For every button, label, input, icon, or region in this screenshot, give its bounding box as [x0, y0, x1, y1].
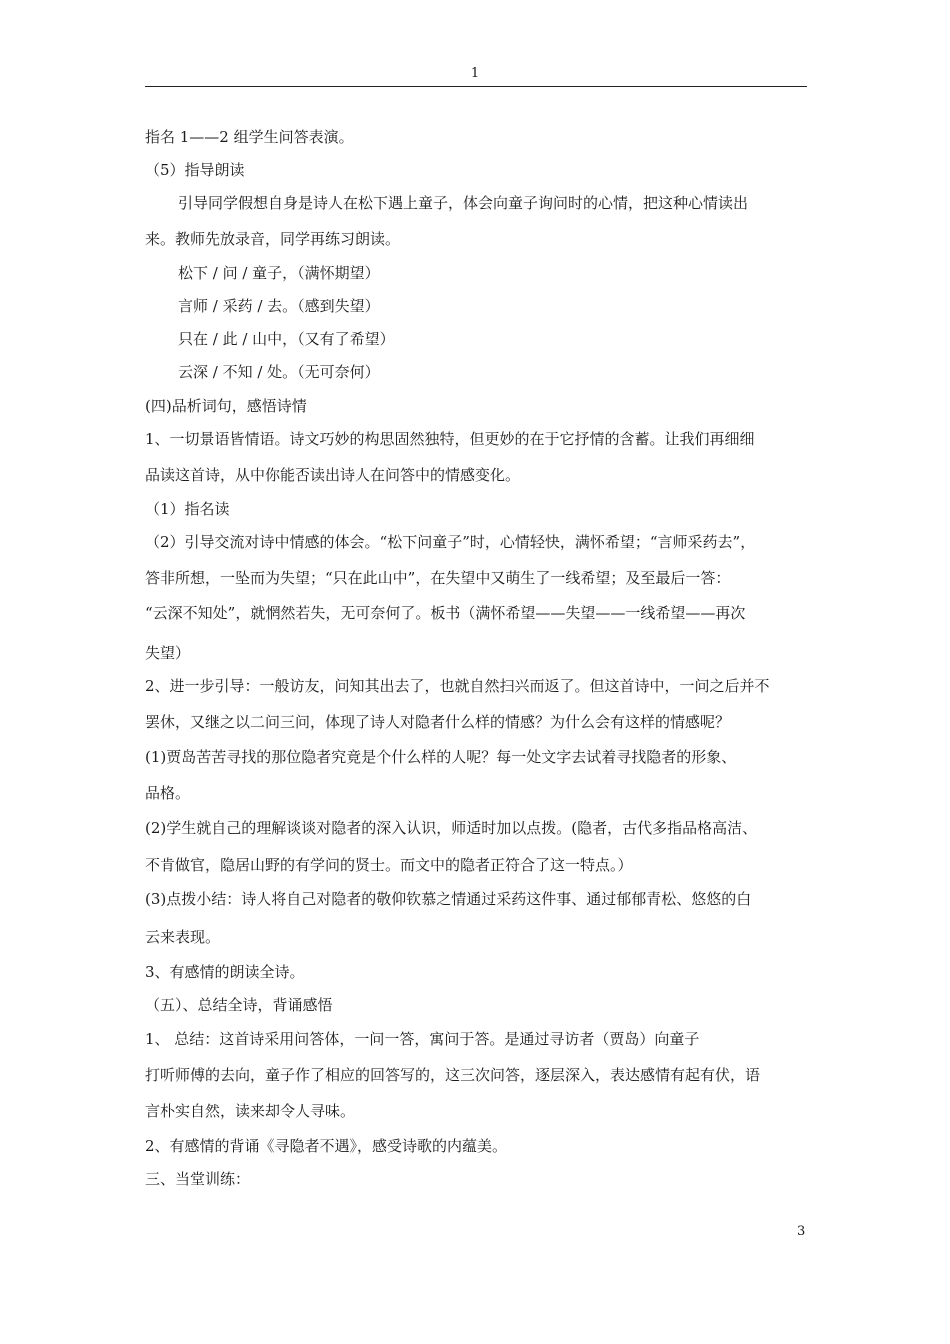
text-line: 品格。: [145, 784, 191, 802]
text-line: 不肯做官，隐居山野的有学问的贤士。而文中的隐者正符合了这一特点。）: [145, 856, 633, 874]
text-line: 3、有感情的朗读全诗。: [145, 963, 305, 981]
text-line: 打听师傅的去向，童子作了相应的回答写的，这三次问答，逐层深入，表达感情有起有伏，语: [145, 1066, 761, 1084]
text-line: 来。教师先放录音，同学再练习朗读。: [145, 230, 401, 248]
section-heading: (四)品析词句，感悟诗情: [145, 397, 307, 415]
text-line: （1）指名读: [145, 500, 230, 518]
footer-page-number: 3: [797, 1224, 806, 1239]
text-line: 指名 1——2 组学生问答表演。: [145, 128, 354, 146]
text-line: “云深不知处”，就惘然若失，无可奈何了。板书（满怀希望——失望——一线希望——再次: [145, 604, 746, 622]
text-line: 1、一切景语皆情语。诗文巧妙的构思固然独特，但更妙的在于它抒情的含蓄。让我们再细细: [145, 430, 755, 448]
text-line: 只在 / 此 / 山中，（又有了希望）: [178, 330, 395, 348]
text-line: 2、进一步引导：一般访友，问知其出去了，也就自然扫兴而返了。但这首诗中，一问之后并不: [145, 677, 770, 695]
text-line: 松下 / 问 / 童子，（满怀期望）: [178, 264, 380, 282]
text-line: 2、有感情的背诵《寻隐者不遇》，感受诗歌的内蕴美。: [145, 1137, 508, 1155]
text-line: 失望）: [145, 644, 191, 662]
text-line: (3)点拨小结：诗人将自己对隐者的敬仰钦慕之情通过采药这件事、通过郁郁青松、悠悠的白: [145, 890, 752, 908]
text-line: 答非所想，一坠而为失望；“只在此山中”，在失望中又萌生了一线希望；及至最后一答：: [145, 569, 731, 587]
text-line: （2）引导交流对诗中情感的体会。“松下问童子”时，心情轻快，满怀希望；“言师采药去”，: [145, 533, 756, 551]
header-page-number: 1: [470, 66, 480, 81]
text-line: 言朴实自然，读来却令人寻味。: [145, 1102, 356, 1120]
text-line: 云来表现。: [145, 928, 221, 946]
text-line: (1)贾岛苦苦寻找的那位隐者究竟是个什么样的人呢？每一处文字去试着寻找隐者的形象、: [145, 748, 737, 766]
text-line: (2)学生就自己的理解谈谈对隐者的深入认识，师适时加以点拨。(隐者，古代多指品格高洁、: [145, 819, 758, 837]
section-heading: （五）、总结全诗，背诵感悟: [145, 996, 333, 1014]
text-line: 罢休，又继之以二问三问，体现了诗人对隐者什么样的情感？为什么会有这样的情感呢？: [145, 713, 731, 731]
text-line: （5）指导朗读: [145, 161, 245, 179]
text-line: 品读这首诗，从中你能否读出诗人在问答中的情感变化。: [145, 466, 521, 484]
text-line: 言师 / 采药 / 去。（感到失望）: [178, 297, 380, 315]
section-heading: 三、当堂训练：: [145, 1170, 251, 1188]
text-line: 引导同学假想自身是诗人在松下遇上童子，体会向童子询问时的心情，把这种心情读出: [178, 194, 749, 212]
text-line: 1、 总结：这首诗采用问答体，一问一答，寓问于答。是通过寻访者（贾岛）向童子: [145, 1030, 700, 1048]
header-divider: [145, 86, 807, 87]
text-line: 云深 / 不知 / 处。（无可奈何）: [178, 363, 380, 381]
